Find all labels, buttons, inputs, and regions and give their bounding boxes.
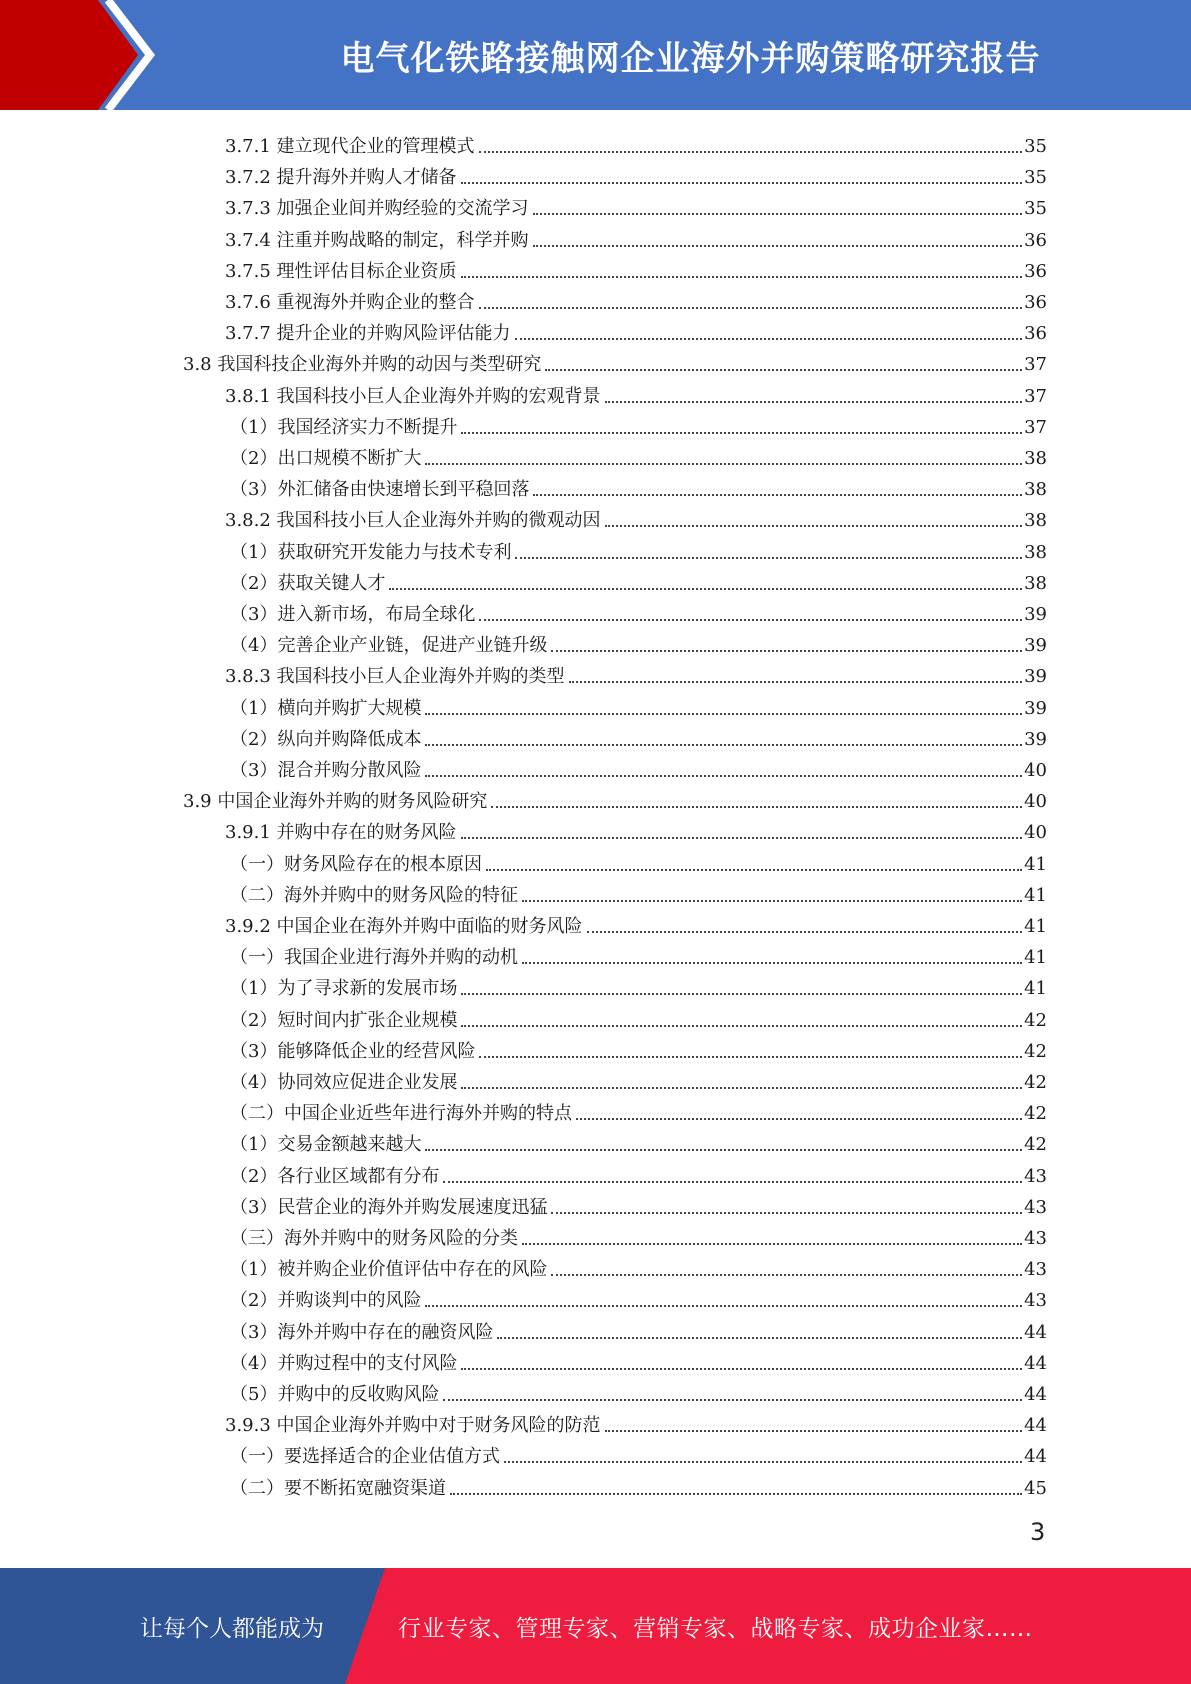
toc-entry-title: （1）我国经济实力不断提升 [230,416,458,438]
toc-entry[interactable] [230,1001,1047,1032]
toc-entry-title: 3.9 中国企业海外并购的财务风险研究 [183,791,488,813]
toc-dot-leader [545,369,1022,371]
toc-entry-title: （1）横向并购扩大规模 [230,697,422,719]
toc-dot-leader [569,681,1023,683]
toc-entry-page: 39 [1024,666,1047,688]
toc-dot-leader [522,1243,1022,1245]
toc-entry-page: 44 [1024,1321,1047,1343]
toc-entry-page: 38 [1024,572,1047,594]
page-footer [0,1568,1191,1684]
toc-entry[interactable] [225,252,1047,283]
toc-entry[interactable] [230,1094,1047,1125]
toc-entry-title: 3.7.5 理性评估目标企业资质 [225,260,457,282]
toc-entry-page: 44 [1024,1352,1047,1374]
toc-entry[interactable] [230,408,1047,439]
toc-entry[interactable] [230,1157,1047,1188]
toc-dot-leader [576,1118,1022,1120]
toc-entry[interactable] [230,689,1047,720]
toc-entry-title: （3）混合并购分散风险 [230,760,422,781]
page-header [0,0,1191,110]
toc-dot-leader [551,1274,1022,1276]
toc-entry-page: 43 [1024,1196,1047,1218]
toc-entry[interactable] [183,782,1047,813]
toc-entry[interactable] [230,564,1047,595]
toc-entry-title: （5）并购中的反收购风险 [230,1384,440,1405]
toc-entry-page: 41 [1024,947,1047,969]
toc-dot-leader [389,588,1022,590]
toc-dot-leader [461,1087,1022,1089]
toc-dot-leader [461,993,1022,995]
toc-dot-leader [461,837,1023,839]
toc-entry[interactable] [230,938,1047,969]
toc-dot-leader [504,1461,1022,1463]
toc-entry-title: （2）各行业区域都有分布 [230,1165,440,1187]
report-title: 电气化铁路接触网企业海外并购策略研究报告 [340,38,1041,79]
toc-dot-leader [479,151,1023,153]
toc-entry-page: 43 [1024,1228,1047,1249]
toc-entry[interactable] [230,1344,1047,1375]
toc-entry-title: （3）海外并购中存在的融资风险 [230,1321,494,1343]
toc-dot-leader [533,494,1022,496]
toc-entry-page: 38 [1024,448,1047,469]
toc-dot-leader [461,432,1022,434]
toc-entry[interactable] [225,314,1047,345]
toc-entry-title: 3.9.3 中国企业海外并购中对于财务风险的防范 [225,1415,601,1437]
toc-entry-page: 36 [1024,292,1047,313]
toc-entry-title: （2）纵向并购降低成本 [230,728,422,750]
toc-entry-page: 38 [1024,541,1047,563]
toc-dot-leader [479,619,1022,621]
toc-dot-leader [605,1430,1023,1432]
toc-entry[interactable] [230,1313,1047,1344]
toc-entry-page: 43 [1024,1259,1047,1281]
toc-entry-page: 39 [1024,604,1047,625]
toc-entry[interactable] [225,221,1047,252]
toc-entry-page: 35 [1024,167,1047,189]
toc-entry[interactable] [230,720,1047,751]
toc-entry-page: 44 [1024,1446,1047,1468]
toc-dot-leader [425,463,1022,465]
toc-entry-page: 42 [1024,1009,1047,1031]
toc-entry[interactable] [230,969,1047,1000]
toc-entry[interactable] [230,1375,1047,1406]
toc-entry-title: 3.8.1 我国科技小巨人企业海外并购的宏观背景 [225,385,601,407]
toc-entry[interactable] [183,345,1047,376]
toc-dot-leader [605,401,1023,403]
toc-entry-page: 40 [1024,791,1047,813]
toc-entry-title: 3.8.3 我国科技小巨人企业海外并购的类型 [225,666,565,688]
toc-entry-title: （三）海外并购中的财务风险的分类 [230,1228,518,1249]
toc-dot-leader [522,900,1022,902]
toc-entry-page: 41 [1024,884,1047,906]
toc-entry[interactable] [230,1125,1047,1156]
toc-entry[interactable] [225,501,1047,532]
toc-entry-page: 42 [1024,1134,1047,1156]
toc-dot-leader [425,744,1022,746]
toc-entry-title: （二）要不断拓宽融资渠道 [230,1477,446,1499]
toc-entry-title: （二）海外并购中的财务风险的特征 [230,884,518,906]
toc-entry-title: （2）出口规模不断扩大 [230,448,422,469]
toc-dot-leader [605,525,1023,527]
toc-entry[interactable] [225,1406,1047,1437]
toc-entry[interactable] [230,1188,1047,1219]
toc-entry-page: 42 [1024,1103,1047,1125]
toc-entry-title: （一）要选择适合的企业估值方式 [230,1446,500,1468]
toc-dot-leader [587,931,1023,933]
toc-entry-page: 38 [1024,479,1047,501]
toc-entry-title: （3）外汇储备由快速增长到平稳回落 [230,479,530,501]
toc-entry-title: （1）为了寻求新的发展市场 [230,978,458,1000]
page-number: 3 [1030,1518,1046,1546]
footer-slogan-left: 让每个人都能成为 [140,1615,324,1642]
toc-dot-leader [479,1056,1022,1058]
toc-entry-page: 37 [1024,416,1047,438]
toc-dot-leader [533,213,1023,215]
toc-entry-title: （3）进入新市场，布局全球化 [230,604,476,625]
toc-entry[interactable] [230,1281,1047,1312]
toc-entry-page: 44 [1024,1384,1047,1405]
toc-entry[interactable] [225,657,1047,688]
toc-entry-page: 35 [1024,136,1047,157]
toc-entry-page: 39 [1024,728,1047,750]
toc-dot-leader [515,338,1023,340]
toc-entry-title: 3.9.2 中国企业在海外并购中面临的财务风险 [225,916,583,937]
toc-entry-title: （1）被并购企业价值评估中存在的风险 [230,1259,548,1281]
toc-entry-page: 39 [1024,697,1047,719]
toc-entry[interactable] [225,907,1047,938]
toc-entry[interactable] [230,1219,1047,1250]
toc-dot-leader [522,962,1022,964]
toc-entry-title: （3）能够降低企业的经营风险 [230,1040,476,1062]
toc-entry[interactable] [230,845,1047,876]
toc-entry-title: （2）获取关键人才 [230,572,386,594]
toc-entry[interactable] [225,283,1047,314]
toc-dot-leader [461,1025,1022,1027]
toc-entry[interactable] [230,595,1047,626]
toc-entry-page: 41 [1024,916,1047,937]
toc-entry[interactable] [230,1063,1047,1094]
toc-entry-title: （3）民营企业的海外并购发展速度迅猛 [230,1196,548,1218]
toc-entry-title: 3.9.1 并购中存在的财务风险 [225,822,457,844]
toc-dot-leader [425,1305,1022,1307]
toc-entry-title: 3.7.2 提升海外并购人才储备 [225,167,457,189]
toc-entry-title: （4）完善企业产业链，促进产业链升级 [230,635,548,657]
toc-entry-title: 3.7.6 重视海外并购企业的整合 [225,292,475,313]
toc-entry[interactable] [230,876,1047,907]
toc-entry[interactable] [230,1250,1047,1281]
toc-entry-page: 41 [1024,853,1047,875]
toc-entry-title: （2）短时间内扩张企业规模 [230,1009,458,1031]
toc-entry-title: 3.7.7 提升企业的并购风险评估能力 [225,323,511,345]
toc-dot-leader [461,276,1023,278]
toc-dot-leader [497,1337,1022,1339]
toc-entry-title: （一）财务风险存在的根本原因 [230,853,482,875]
toc-entry-title: （4）并购过程中的支付风险 [230,1352,458,1374]
toc-entry-title: 3.7.4 注重并购战略的制定，科学并购 [225,229,529,251]
toc-entry[interactable] [225,189,1047,220]
toc-entry-title: （1）获取研究开发能力与技术专利 [230,541,512,563]
toc-entry[interactable] [230,439,1047,470]
toc-dot-leader [491,806,1022,808]
toc-entry[interactable] [230,1469,1047,1500]
toc-entry-title: （一）我国企业进行海外并购的动机 [230,947,518,969]
toc-entry-page: 43 [1024,1165,1047,1187]
toc-dot-leader [450,1493,1022,1495]
toc-entry-title: 3.8 我国科技企业海外并购的动因与类型研究 [183,354,542,376]
toc-entry[interactable] [230,751,1047,782]
toc-entry[interactable] [230,533,1047,564]
toc-entry[interactable] [230,1032,1047,1063]
toc-entry-page: 35 [1024,198,1047,220]
toc-entry-page: 44 [1024,1415,1047,1437]
toc-dot-leader [425,775,1022,777]
toc-dot-leader [486,869,1022,871]
toc-entry[interactable] [225,377,1047,408]
toc-entry[interactable] [225,813,1047,844]
toc-entry[interactable] [225,127,1047,158]
toc-entry-page: 41 [1024,978,1047,1000]
toc-entry-page: 37 [1024,354,1047,376]
toc-entry-page: 36 [1024,260,1047,282]
toc-entry-title: （二）中国企业近些年进行海外并购的特点 [230,1103,572,1125]
toc-entry[interactable] [230,470,1047,501]
footer-slogan-right: 行业专家、管理专家、营销专家、战略专家、成功企业家…… [398,1615,1033,1642]
toc-dot-leader [461,182,1023,184]
toc-entry-page: 45 [1024,1477,1047,1499]
toc-entry-title: （2）并购谈判中的风险 [230,1290,422,1312]
toc-entry-title: （4）协同效应促进企业发展 [230,1072,458,1093]
toc-entry-title: （1）交易金额越来越大 [230,1134,422,1156]
toc-dot-leader [551,1212,1022,1214]
toc-dot-leader [515,557,1022,559]
toc-entry-title: 3.7.1 建立现代企业的管理模式 [225,136,475,157]
toc-dot-leader [425,1149,1022,1151]
toc-dot-leader [461,1368,1022,1370]
toc-entry-page: 37 [1024,385,1047,407]
toc-entry-page: 38 [1024,510,1047,532]
toc-dot-leader [443,1181,1022,1183]
toc-dot-leader [425,713,1022,715]
toc-entry-page: 39 [1024,635,1047,657]
toc-entry-title: 3.8.2 我国科技小巨人企业海外并购的微观动因 [225,510,601,532]
toc-dot-leader [551,650,1022,652]
toc-entry-page: 36 [1024,229,1047,251]
toc-entry-page: 40 [1024,760,1047,781]
toc-entry[interactable] [230,626,1047,657]
toc-entry-title: 3.7.3 加强企业间并购经验的交流学习 [225,198,529,220]
toc-entry-page: 42 [1024,1040,1047,1062]
toc-entry-page: 43 [1024,1290,1047,1312]
toc-entry-page: 40 [1024,822,1047,844]
toc-entry[interactable] [230,1437,1047,1468]
toc-entry[interactable] [225,158,1047,189]
toc-dot-leader [533,245,1023,247]
toc-entry-page: 42 [1024,1072,1047,1093]
toc-entry-page: 36 [1024,323,1047,345]
toc-dot-leader [443,1399,1022,1401]
toc-dot-leader [479,307,1023,309]
